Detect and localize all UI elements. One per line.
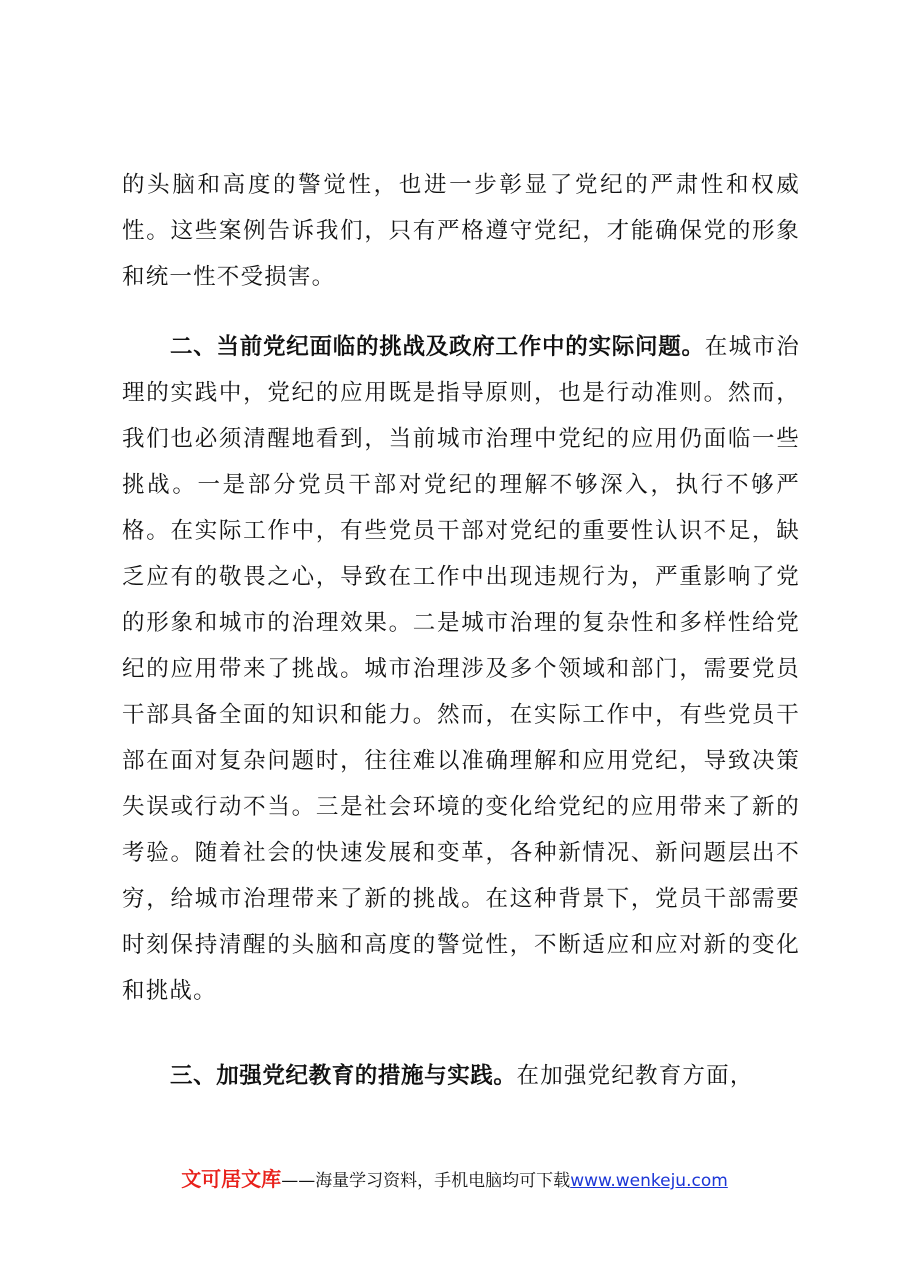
- paragraph-2: [122, 324, 800, 1014]
- paragraph-3-text: 在加强党纪教育方面，: [516, 1063, 754, 1089]
- section-3-heading: 三、加强党纪教育的措施与实践。: [170, 1063, 517, 1089]
- paragraph-1: [122, 162, 800, 300]
- paragraph-1-text: 的头脑和高度的警觉性，也进一步彰显了党纪的严肃性和权威性。这些案例告诉我们，只有严格遵守党纪，才能确保党的形象和统一性不受损害。: [122, 172, 800, 290]
- paragraph-3: [122, 1053, 800, 1099]
- footer-slogan: ——海量学习资料，手机电脑均可下载: [281, 1171, 571, 1191]
- footer-site-link[interactable]: www.wenkeju.com: [570, 1171, 728, 1191]
- paragraph-2-text: 在城市治理的实践中，党纪的应用既是指导原则，也是行动准则。然而，我们也必须清醒地看到，当前城市治理中党纪的应用仍面临一些挑战。一是部分党员干部对党纪的理解不够深入，执行不够严格。在实际工作中，有些党员干部对党纪的重要性认识不足，缺乏应有的敬畏之心，导致在工作中出现违规行为，严重影响了党的形象和城市的治理效果。二是城市治理的复杂性和多样性给党纪的应用带来了挑战。城市治理涉及多个领域和部门，需要党员干部具备全面的知识和能力。然而，在实际工作中，有些党员干部在面对复杂问题时，往往难以准确理解和应用党纪，导致决策失误或行动不当。三是社会环境的变化给党纪的应用带来了新的考验。随着社会的快速发展和变革，各种新情况、新问题层出不穷，给城市治理带来了新的挑战。在这种背景下，党员干部需要时刻保持清醒的头脑和高度的警觉性，不断适应和应对新的变化和挑战。: [122, 334, 800, 1004]
- page-footer: [0, 1163, 909, 1192]
- section-2-heading: 二、当前党纪面临的挑战及政府工作中的实际问题。: [170, 334, 705, 360]
- footer-brand: 文可居文库: [181, 1167, 282, 1191]
